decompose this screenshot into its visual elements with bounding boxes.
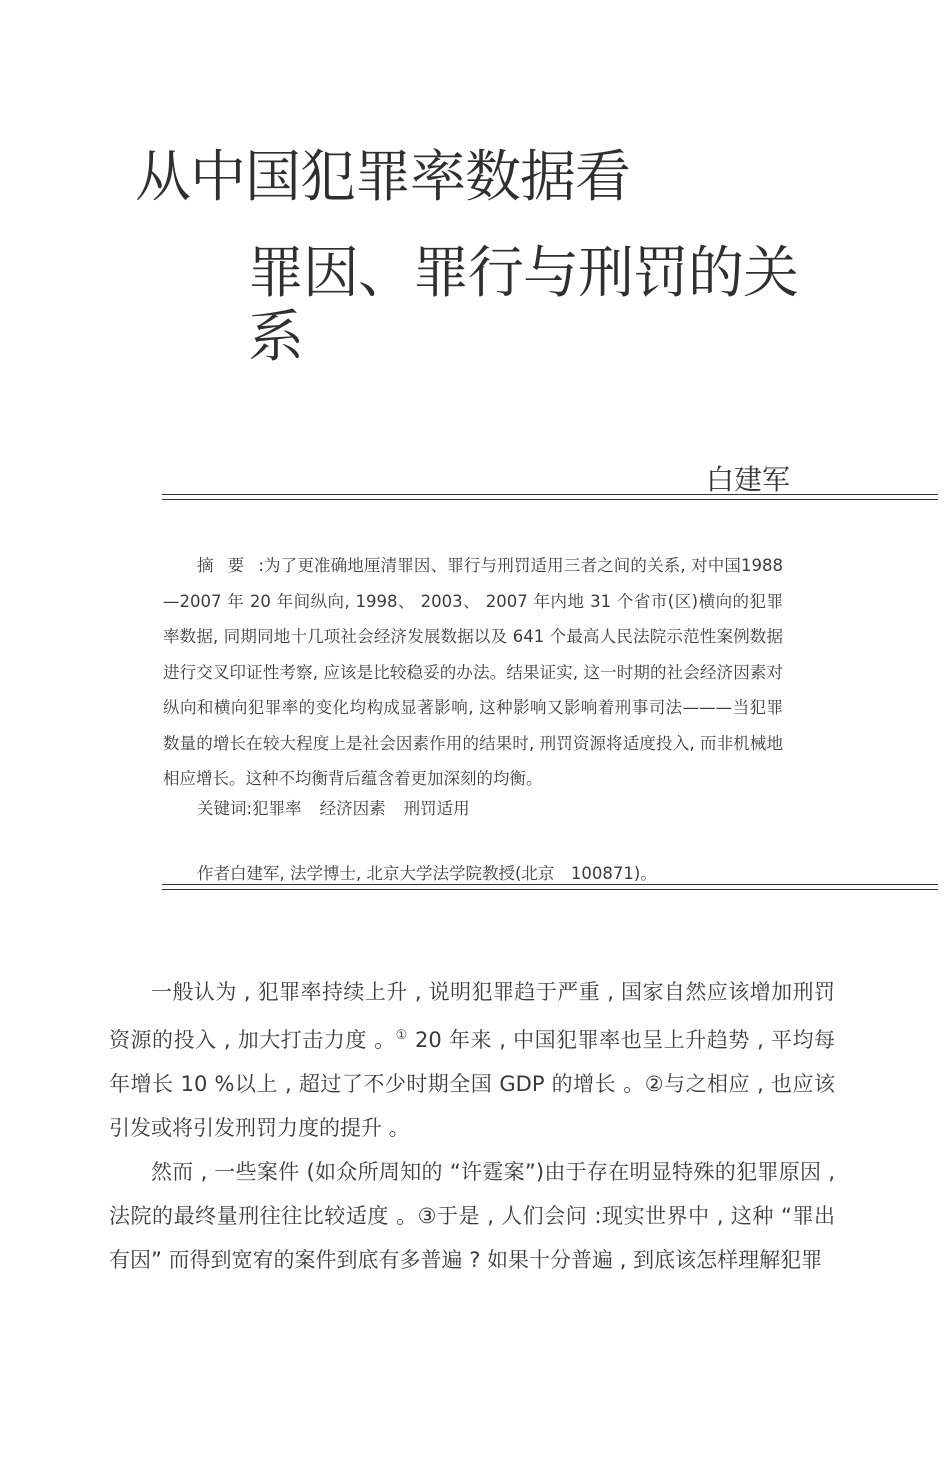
abstract bbox=[163, 548, 783, 797]
abstract-divider-top bbox=[162, 884, 938, 885]
keyword-item: 犯罪率 bbox=[252, 799, 302, 818]
abstract-text: :为了更准确地厘清罪因、罪行与刑罚适用三者之间的关系, 对中国1988—2007 年 20 年间纵向, 1998、 2003、 2007 年内地 31 个省市(区)横向的犯罪率数据, 同期同地十几项社会经济发展数据以及 641 个最高人民法院示范性案例数据进行交叉印证性考察, 应该是比较稳妥的办法。结果证实, 这一时期的社会经济因素对纵向和横向犯罪率的变化均构成显著影响, 这种影响又影响着刑事司法———当犯罪数量的增长在较大程度上是社会因素作用的结果时, 刑罚资源将适度投入, 而非机械地相应增长。这种不均衡背后蕴含着更加深刻的均衡。 bbox=[163, 556, 783, 788]
abstract-label: 摘要 bbox=[197, 556, 259, 575]
abstract-divider-bottom bbox=[162, 889, 938, 890]
author-info: 作者白建军, 法学博士, 北京大学法学院教授(北京 100871)。 bbox=[197, 864, 657, 883]
title-line-1: 从中国犯罪率数据看 bbox=[135, 145, 630, 210]
header-divider-top bbox=[162, 494, 938, 495]
header-divider-bottom bbox=[162, 499, 938, 500]
title-line-2: 罪因、罪行与刑罚的关系 bbox=[248, 241, 798, 370]
keyword-item: 经济因素 bbox=[319, 799, 386, 818]
keywords bbox=[197, 795, 470, 819]
keyword-item: 刑罚适用 bbox=[403, 799, 470, 818]
body-paragraph-1: 一般认为 , 犯罪率持续上升 , 说明犯罪趋于严重 , 国家自然应该增加刑罚资源的投入 , 加大打击力度 。① 20 年来 , 中国犯罪率也呈上升趋势 , 平均每年增长 10 %以上 , 超过了不少时期全国 GDP 的增长 。②与之相应 , 也应该引发或将引发刑罚力度的提升 。 bbox=[109, 980, 836, 1140]
footnote-marker: ① bbox=[395, 1028, 408, 1043]
body-paragraph-2: 然而 , 一些案件 (如众所周知的 “许霆案”)由于存在明显特殊的犯罪原因 , 法院的最终量刑往往比较适度 。③于是 , 人们会问 :现实世界中 , 这种 “罪出有因” 而得到宽宥的案件到底有多普遍 ? 如果十分普遍 , 到底该怎样理解犯罪 bbox=[109, 1160, 835, 1272]
body-text bbox=[109, 970, 835, 1282]
author-name: 白建军 bbox=[705, 463, 790, 496]
keywords-label: 关键词: bbox=[197, 799, 253, 818]
